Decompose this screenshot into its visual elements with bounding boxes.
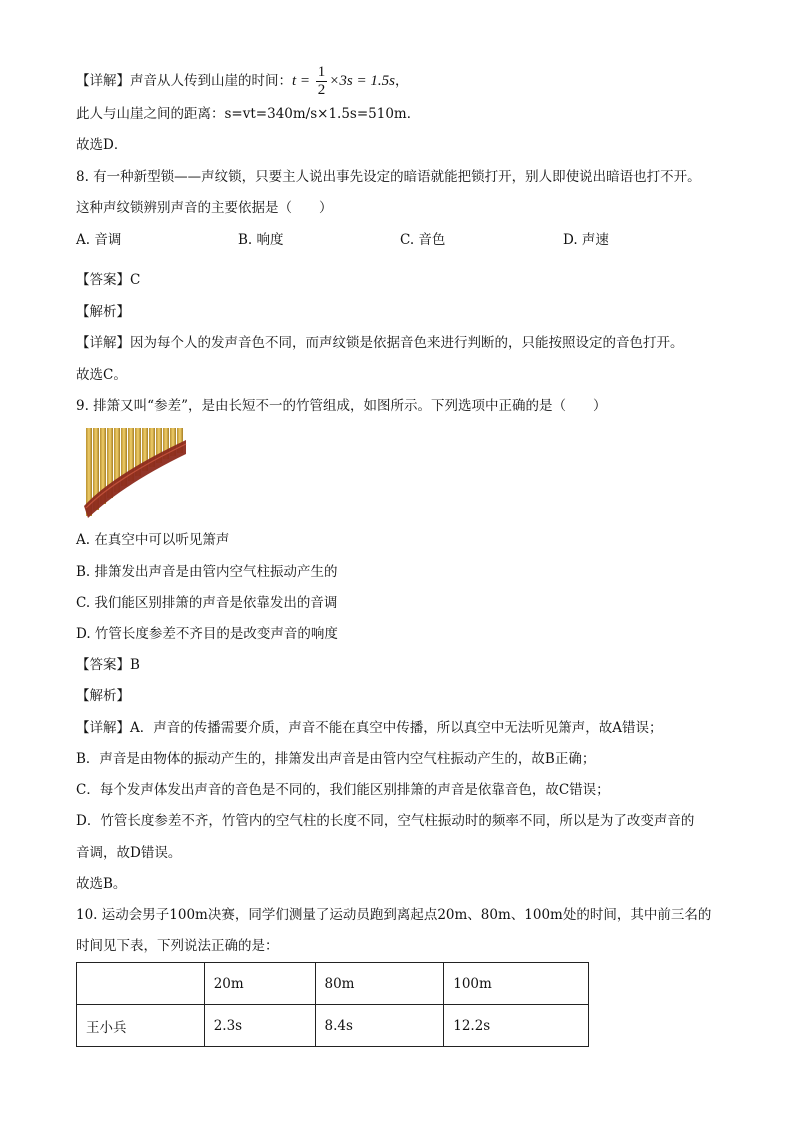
q8-conclusion: 故选C。 — [76, 367, 127, 383]
q7-formula: t = $\frac{1}{2}$ ×3s = 1.5s — [292, 64, 395, 98]
panflute-image — [84, 424, 188, 518]
q8-stem-line2: 这种声纹锁辨别声音的主要依据是（ ） — [76, 200, 333, 216]
table-header-row — [77, 963, 589, 1005]
q7-detail-text: 【详解】声音从人传到山崖的时间： — [76, 72, 292, 89]
q8-option-d: D. 声速 — [563, 232, 609, 248]
q9-detail-line-3: C．每个发声体发出声音的音色是不同的，我们能区别排箫的声音是依靠音色，故C错误； — [76, 782, 610, 798]
q9-option-a: A. 在真空中可以听见箫声 — [76, 532, 230, 548]
table-cell: 12.2s — [444, 1005, 589, 1047]
q9-stem: 9. 排箫又叫“参差”，是由长短不一的竹管组成，如图所示。下列选项中正确的是（ ） — [76, 398, 607, 414]
q8-answer: 【答案】C — [76, 272, 141, 288]
table-header-cell — [77, 963, 205, 1005]
table-header-cell: 100m — [444, 963, 589, 1005]
q7-distance: 此人与山崖之间的距离：s=vt=340m/s×1.5s=510m． — [76, 106, 421, 122]
table-cell: 8.4s — [315, 1005, 444, 1047]
q7-detail-line: 【详解】声音从人传到山崖的时间：t = $\frac{1}{2}$ ×3s = 1.5s， — [76, 64, 409, 98]
q9-analysis-heading: 【解析】 — [76, 688, 130, 704]
q9-detail-line-5: 音调，故D错误。 — [76, 845, 182, 861]
q10-stem-line2: 时间见下表，下列说法正确的是： — [76, 938, 279, 954]
q9-detail-line-1: 【详解】A．声音的传播需要介质，声音不能在真空中传播，所以真空中无法听见箫声，故A错误； — [76, 720, 663, 736]
q8-analysis-heading: 【解析】 — [76, 304, 130, 320]
table-header-cell: 80m — [315, 963, 444, 1005]
q9-detail-line-2: B．声音是由物体的振动产生的，排箫发出声音是由管内空气柱振动产生的，故B正确； — [76, 751, 596, 767]
q10-stem-line1: 10. 运动会男子100m决赛，同学们测量了运动员跑到离起点20m、80m、100m处的时间，其中前三名的 — [76, 907, 712, 923]
q8-option-b: B. 响度 — [238, 232, 284, 248]
table-header-cell: 20m — [204, 963, 315, 1005]
q8-detail: 【详解】因为每个人的发声音色不同，而声纹锁是依据音色来进行判断的，只能按照设定的音色打开。 — [76, 335, 684, 351]
q9-answer: 【答案】B — [76, 657, 140, 673]
q8-option-c: C. 音色 — [400, 232, 446, 248]
q9-conclusion: 故选B。 — [76, 876, 127, 892]
q9-detail-line-4: D．竹管长度参差不齐，竹管内的空气柱的长度不同，空气柱振动时的频率不同，所以是为了改变声音的 — [76, 813, 695, 829]
q9-option-b: B. 排箫发出声音是由管内空气柱振动产生的 — [76, 564, 338, 580]
q7-conclusion: 故选D． — [76, 137, 128, 153]
table-row — [77, 1005, 589, 1047]
q8-stem-line1: 8. 有一种新型锁——声纹锁，只要主人说出事先设定的暗语就能把锁打开，别人即使说出暗语也打不开。 — [76, 169, 701, 185]
q9-option-d: D. 竹管长度参差不齐目的是改变声音的响度 — [76, 626, 338, 642]
table-cell: 王小兵 — [77, 1005, 205, 1047]
table-cell: 2.3s — [204, 1005, 315, 1047]
fraction-one-half: $\frac{1}{2}$ — [317, 64, 326, 98]
q8-option-a: A. 音调 — [76, 232, 122, 248]
q10-time-table — [76, 962, 589, 1047]
q9-option-c: C. 我们能区别排箫的声音是依靠发出的音调 — [76, 595, 338, 611]
